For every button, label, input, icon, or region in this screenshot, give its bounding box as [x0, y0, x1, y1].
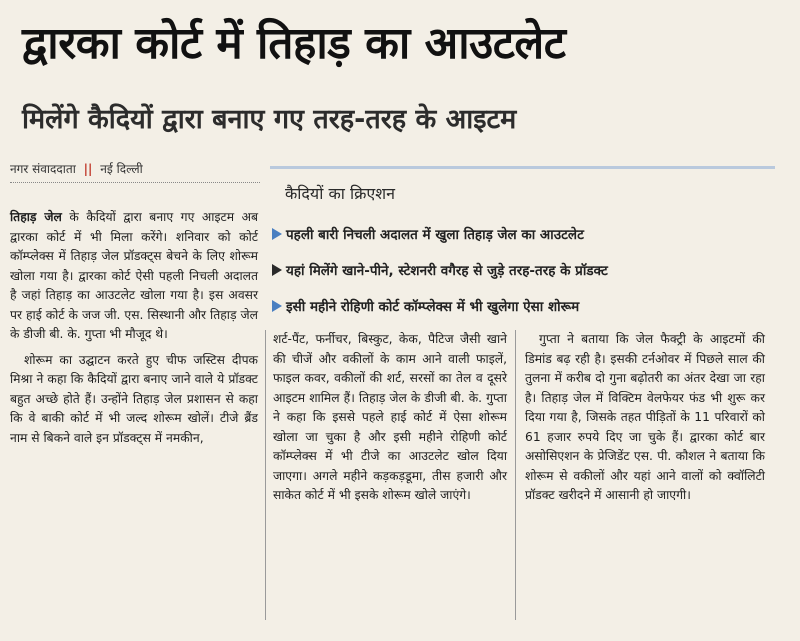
paragraph-text: के कैदियों द्वारा बनाए गए आइटम अब द्वारका कोर्ट में भी मिला करेंगे। शनिवार को कोर्ट कॉम्प्लेक्स में तिहाड़ जेल प्रॉडक्ट्स बेचने के लिए शोरूम खोला गया है। द्वारका कोर्ट ऐसी पहली निचली अदालत है जहां तिहाड़ का आउटलेट खोला गया है। इस अवसर पर हाई कोर्ट के जज जी. एस. सिस्थानी और तिहाड़ जेल के डीजी बी. के. गुप्ता भी मौजूद थे।: [10, 210, 258, 341]
sidebar-rule: [270, 166, 775, 169]
triangle-bullet-icon: [272, 228, 282, 240]
column-divider: [265, 330, 266, 620]
paragraph: [10, 208, 258, 345]
column-divider: [515, 330, 516, 620]
highlight-item: [272, 222, 782, 246]
byline-separator: ||: [83, 162, 93, 176]
byline: [10, 160, 265, 178]
article-column-2: [273, 330, 507, 512]
subheadline: मिलेंगे कैदियों द्वारा बनाए गए तरह-तरह के आइटम: [22, 104, 517, 135]
highlight-item: [272, 258, 782, 282]
highlight-text: यहां मिलेंगे खाने-पीने, स्टेशनरी वगैरह से जुड़े तरह-तरह के प्रॉडक्ट: [286, 263, 608, 279]
sidebar-title: कैदियों का क्रिएशन: [285, 184, 395, 203]
highlight-text: इसी महीने रोहिणी कोर्ट कॉम्प्लेक्स में भी खुलेगा ऐसा शोरूम: [286, 299, 580, 315]
article-column-3: [525, 330, 765, 512]
lead-in: तिहाड़ जेल: [10, 210, 62, 224]
triangle-bullet-icon: [272, 300, 282, 312]
highlight-text: पहली बारी निचली अदालत में खुला तिहाड़ जेल का आउटलेट: [286, 227, 584, 243]
byline-reporter: नगर संवाददाता: [10, 162, 76, 176]
triangle-bullet-icon: [272, 264, 282, 276]
highlight-item: [272, 294, 782, 318]
byline-divider: [10, 182, 260, 183]
paragraph: शोरूम का उद्घाटन करते हुए चीफ जस्टिस दीपक मिश्रा ने कहा कि कैदियों द्वारा बनाए जाने वाले ये प्रॉडक्ट बहुत अच्छे होते हैं। उन्होंने तिहाड़ जेल प्रशासन से कहा कि वे बाकी कोर्ट में भी जल्द शोरूम खोलें। टीजे ब्रैंड नाम से बिकने वाले इन प्रॉडक्ट्स में नमकीन,: [10, 352, 258, 445]
paragraph: शर्ट-पैंट, फर्नीचर, बिस्कुट, केक, पैटिज जैसी खाने की चीजें और वकीलों के काम आने वाली फाइलें, फाइल कवर, वकीलों की शर्ट, सरसों का तेल व दूसरे आइटम शामिल हैं। तिहाड़ जेल के डीजी बी. के. गुप्ता ने कहा कि इससे पहले हाई कोर्ट में ऐसा शोरूम खोला जा चुका है और इसी महीने रोहिणी कोर्ट कॉम्प्लेक्स में भी टीजे का आउटलेट खोल दिया जाएगा। अगले महीने कड़कड़डूमा, तीस हजारी और साकेत कोर्ट में भी इसके शोरूम खोले जाएंगे।: [273, 332, 507, 502]
byline-place: नई दिल्ली: [100, 162, 143, 176]
headline: द्वारका कोर्ट में तिहाड़ का आउटलेट: [22, 18, 566, 69]
sidebar-highlights: [272, 222, 782, 330]
paragraph: गुप्ता ने बताया कि जेल फैक्ट्री के आइटमों की डिमांड बढ़ रही है। इसकी टर्नओवर में पिछले साल की तुलना में करीब दो गुना बढ़ोतरी का अंतर देखा जा रहा है। तिहाड़ जेल में विक्टिम वेलफेयर फंड भी शुरू कर दिया गया है, जिसके तहत पीड़ितों के 11 परिवारों को 61 हजार रुपये दिए जा चुके हैं। द्वारका कोर्ट बार असोसिएशन के प्रेजिडेंट एस. पी. कौशल ने बताया कि शोरूम से वकीलों और यहां आने वालों को क्वॉलिटी प्रॉडक्ट खरीदने में आसानी हो जाएगी।: [525, 332, 765, 502]
article-column-1: [10, 208, 258, 454]
